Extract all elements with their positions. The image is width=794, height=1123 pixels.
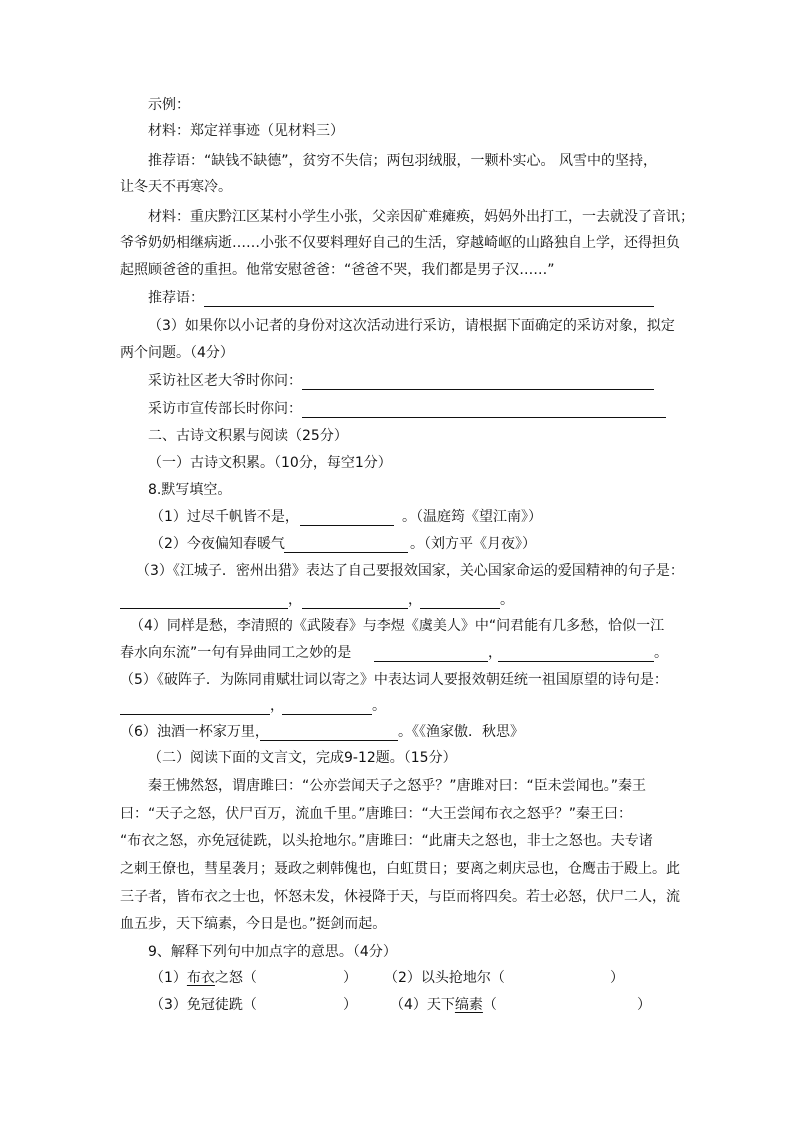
question-3-line-2: 两个问题。（4分） bbox=[120, 345, 234, 361]
passage-line-6: 血五步，天下缟素，今日是也。”挺剑而起。 bbox=[120, 916, 387, 932]
fill-3-prompt: （3）《江城子．密州出猎》表达了自己要报效国家，关心国家命运的爱国精神的句子是： bbox=[136, 563, 684, 579]
word-items-row-2: （3）免冠徒跣（ ） （4）天下缟素（ ） bbox=[0, 991, 794, 1019]
question-9: 9、解释下列句中加点字的意思。（4分） bbox=[148, 944, 397, 960]
passage-line-2: 曰：“天子之怒，伏尸百万，流血千里。”唐雎曰：“大王尝闻布衣之怒乎？”秦王曰： bbox=[120, 806, 633, 822]
material-1: 材料：郑定祥事迹（见材料三） bbox=[148, 123, 344, 139]
interview-question-1: 采访社区老大爷时你问： bbox=[0, 367, 794, 395]
passage-line-4: 之刺王僚也，彗星袭月；聂政之刺韩傀也，白虹贯日；要离之刺庆忌也，仓鹰击于殿上。此 bbox=[120, 861, 680, 877]
material-2-line-3: 起照顾爸爸的重担。他常安慰爸爸：“爸爸不哭，我们都是男子汉……” bbox=[120, 262, 555, 278]
section-2-title: 二、古诗文积累与阅读（25分） bbox=[148, 428, 348, 444]
recommendation-2: 推荐语： bbox=[0, 284, 794, 312]
fill-5-prompt: （5）《破阵子．为陈同甫赋壮词以寄之》中表达词人要报效朝廷统一祖国原望的诗句是： bbox=[120, 672, 668, 688]
passage-line-1: 秦王怫然怒，谓唐雎曰：“公亦尝闻天子之怒乎？”唐雎对曰：“臣未尝闻也。”秦王 bbox=[148, 778, 647, 794]
fill-5-blank-1[interactable] bbox=[120, 698, 270, 715]
fill-4-line-2: 春水向东流”一句有异曲同工之妙的是 ， 。 bbox=[120, 645, 668, 661]
fill-3-blank-1[interactable] bbox=[120, 592, 288, 609]
word-item-4: （4）天下缟素（ bbox=[390, 997, 497, 1013]
fill-4-line-1: （4）同样是愁，李清照的《武陵春》与李煜《虞美人》中“问君能有几多愁，恰似一江 bbox=[130, 618, 665, 634]
recommendation-answer-blank[interactable] bbox=[204, 290, 654, 307]
question-8: 8.默写填空。 bbox=[148, 482, 232, 498]
fill-4-blank-2[interactable] bbox=[498, 645, 654, 662]
fill-5-blanks: ， 。 bbox=[0, 692, 794, 720]
fill-3-blanks: ， ， 。 bbox=[0, 586, 794, 614]
interview-question-2: 采访市宣传部长时你问： bbox=[0, 395, 794, 423]
fill-3-blank-3[interactable] bbox=[420, 592, 500, 609]
fill-6: （6）浊酒一杯家万里， 。《《渔家傲．秋思》 bbox=[120, 724, 524, 740]
interview-answer-blank-2[interactable] bbox=[302, 401, 666, 418]
fill-3-blank-2[interactable] bbox=[302, 592, 408, 609]
fill-4-blank-1[interactable] bbox=[374, 645, 488, 662]
passage-line-5: 三子者，皆布衣之士也，怀怒未发，休祲降于天，与臣而将四矣。若士必怒，伏尸二人，流 bbox=[120, 889, 680, 905]
word-item-1: （1）布衣之怒（ bbox=[150, 970, 257, 986]
fill-2-blank[interactable] bbox=[284, 536, 408, 553]
question-3-line-1: （3）如果你以小记者的身份对这次活动进行采访，请根据下面确定的采访对象，拟定 bbox=[148, 318, 675, 334]
subsection-1-title: （一）古诗文积累。（10分，每空1分） bbox=[148, 455, 392, 471]
fill-2: （2）今夜偏知春暖气 。（刘方平《月夜》） bbox=[150, 536, 536, 552]
sample-heading: 示例： bbox=[148, 97, 190, 113]
recommendation-1-line-1: 推荐语：“缺钱不缺德”，贫穷不失信；两包羽绒服，一颗朴实心。 风雪中的坚持， bbox=[148, 153, 657, 169]
fill-6-blank[interactable] bbox=[260, 724, 398, 741]
material-2-line-1: 材料：重庆黔江区某村小学生小张，父亲因矿难瘫痪，妈妈外出打工，一去就没了音讯； bbox=[148, 209, 694, 225]
subsection-2-title: （二）阅读下面的文言文，完成9-12题。（15分） bbox=[148, 750, 457, 766]
interview-answer-blank-1[interactable] bbox=[302, 373, 654, 390]
fill-1-blank[interactable] bbox=[300, 509, 394, 526]
material-2-line-2: 爷爷奶奶相继病逝……小张不仅要料理好自己的生活，穿越崎岖的山路独自上学，还得担负 bbox=[120, 235, 680, 251]
passage-line-3: “布衣之怒，亦免冠徒跣，以头抢地尔。”唐雎曰：“此庸夫之怒也，非士之怒也。夫专诸 bbox=[120, 833, 653, 849]
fill-1: （1）过尽千帆皆不是， 。（温庭筠《望江南》） bbox=[150, 509, 542, 525]
recommendation-1-line-2: 让冬天不再寒冷。 bbox=[120, 179, 232, 195]
fill-5-blank-2[interactable] bbox=[282, 698, 372, 715]
word-items-row-1: （1）布衣之怒（ ） （2）以头抢地尔（ ） bbox=[0, 964, 794, 992]
